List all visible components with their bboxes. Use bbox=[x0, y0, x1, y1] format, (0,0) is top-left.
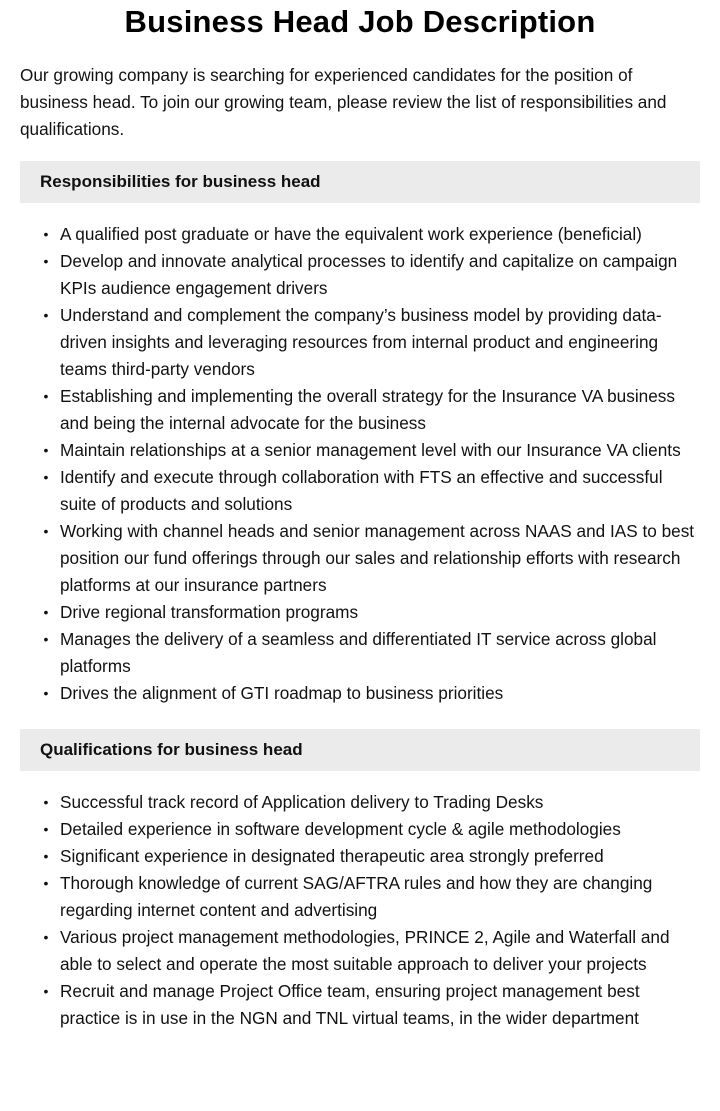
bullet-icon: • bbox=[43, 794, 49, 810]
list-item bbox=[20, 248, 700, 302]
qualifications-list bbox=[20, 789, 700, 1032]
bullet-icon: • bbox=[43, 604, 49, 620]
list-item bbox=[20, 843, 700, 870]
list-item bbox=[20, 437, 700, 464]
list-item bbox=[20, 221, 700, 248]
list-item bbox=[20, 680, 700, 707]
bullet-icon: • bbox=[43, 929, 49, 945]
list-item-text: Working with channel heads and senior management across NAAS and IAS to best position our fund offerings through our sales and relationship efforts with research platforms at our insurance partners bbox=[60, 521, 695, 595]
list-item bbox=[20, 626, 700, 680]
page-title: Business Head Job Description bbox=[124, 4, 596, 39]
list-item-text: Drive regional transformation programs bbox=[60, 602, 359, 622]
bullet-icon: • bbox=[43, 226, 49, 242]
bullet-icon: • bbox=[43, 821, 49, 837]
responsibilities-heading: Responsibilities for business head bbox=[20, 161, 700, 203]
bullet-icon: • bbox=[43, 983, 49, 999]
list-item bbox=[20, 518, 700, 599]
responsibilities-list bbox=[20, 221, 700, 707]
bullet-icon: • bbox=[43, 253, 49, 269]
list-item-text: Detailed experience in software development cycle & agile methodologies bbox=[60, 819, 621, 839]
list-item bbox=[20, 464, 700, 518]
list-item bbox=[20, 599, 700, 626]
list-item-text: Identify and execute through collaboration with FTS an effective and successful suite of products and solutions bbox=[60, 467, 663, 514]
list-item-text: Maintain relationships at a senior management level with our Insurance VA clients bbox=[60, 440, 681, 460]
bullet-icon: • bbox=[43, 848, 49, 864]
list-item-text: Thorough knowledge of current SAG/AFTRA rules and how they are changing regarding internet content and advertising bbox=[60, 873, 653, 920]
intro-paragraph: Our growing company is searching for experienced candidates for the position of business head. To join our growing team, please review the list of responsibilities and qualifications. bbox=[20, 65, 667, 139]
bullet-icon: • bbox=[43, 685, 49, 701]
list-item-text: Successful track record of Application delivery to Trading Desks bbox=[60, 792, 544, 812]
list-item-text: A qualified post graduate or have the equivalent work experience (beneficial) bbox=[60, 224, 642, 244]
bullet-icon: • bbox=[43, 307, 49, 323]
bullet-icon: • bbox=[43, 875, 49, 891]
bullet-icon: • bbox=[43, 469, 49, 485]
list-item-text: Recruit and manage Project Office team, ensuring project management best practice is in use in the NGN and TNL virtual teams, in the wider department bbox=[60, 981, 640, 1028]
list-item bbox=[20, 978, 700, 1032]
list-item bbox=[20, 302, 700, 383]
bullet-icon: • bbox=[43, 631, 49, 647]
list-item bbox=[20, 870, 700, 924]
list-item bbox=[20, 924, 700, 978]
bullet-icon: • bbox=[43, 442, 49, 458]
list-item bbox=[20, 789, 700, 816]
list-item-text: Develop and innovate analytical processes to identify and capitalize on campaign KPIs audience engagement drivers bbox=[60, 251, 678, 298]
bullet-icon: • bbox=[43, 523, 49, 539]
list-item bbox=[20, 383, 700, 437]
list-item-text: Significant experience in designated therapeutic area strongly preferred bbox=[60, 846, 604, 866]
list-item bbox=[20, 816, 700, 843]
list-item-text: Understand and complement the company’s business model by providing data-driven insights and leveraging resources from internal product and engineering teams third-party vendors bbox=[60, 305, 662, 379]
list-item-text: Establishing and implementing the overall strategy for the Insurance VA business and being the internal advocate for the business bbox=[60, 386, 675, 433]
list-item-text: Drives the alignment of GTI roadmap to business priorities bbox=[60, 683, 504, 703]
bullet-icon: • bbox=[43, 388, 49, 404]
qualifications-heading: Qualifications for business head bbox=[20, 729, 700, 771]
list-item-text: Various project management methodologies, PRINCE 2, Agile and Waterfall and able to select and operate the most suitable approach to deliver your projects bbox=[60, 927, 670, 974]
list-item-text: Manages the delivery of a seamless and differentiated IT service across global platforms bbox=[60, 629, 657, 676]
section-spacer bbox=[20, 707, 700, 711]
